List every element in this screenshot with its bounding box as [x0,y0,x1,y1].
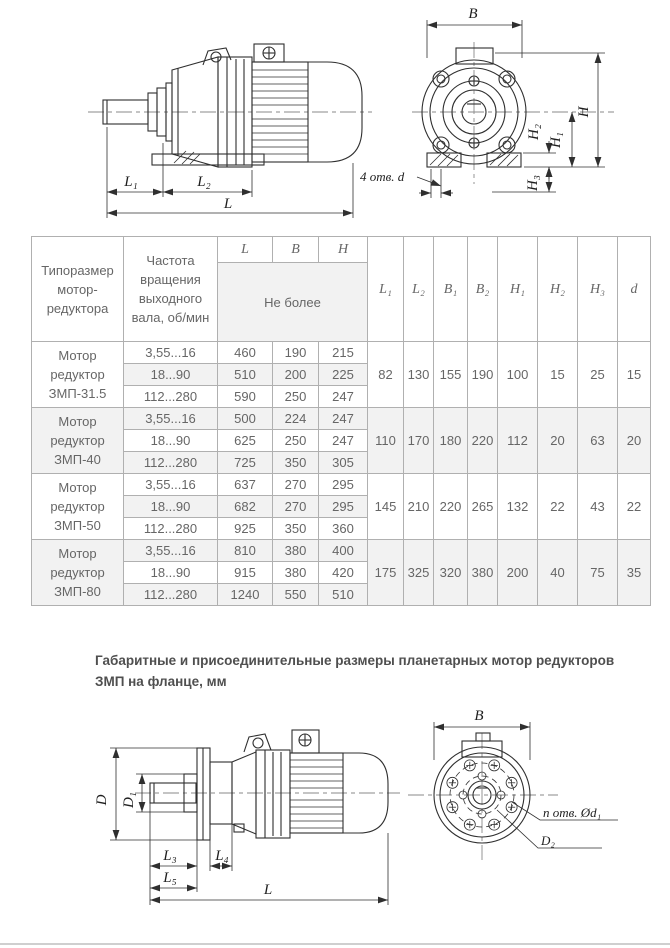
table-caption: Габаритные и присоединительные размеры планетарных мотор редукторов ЗМП на фланце, мм [95,653,615,689]
cell-B: 250 [273,430,319,452]
cell-B2: 265 [468,474,498,540]
cell-B: 190 [273,342,319,364]
cell-B: 270 [273,496,319,518]
dim-label-l3: L₃ [163,848,177,864]
group-name: Мотор редуктор ЗМП-31.5 [32,342,124,408]
group-name: Мотор редуктор ЗМП-80 [32,540,124,606]
cell-L2: 170 [404,408,434,474]
cell-L: 810 [218,540,273,562]
cell-H1: 132 [498,474,538,540]
cell-B1: 320 [434,540,468,606]
cell-H: 295 [319,496,368,518]
cell-L: 682 [218,496,273,518]
cell-B: 270 [273,474,319,496]
cell-freq: 3,55...16 [124,540,218,562]
top-technical-drawing [0,0,670,232]
cell-H3: 25 [578,342,618,408]
dim-label-d1: D₁ [121,791,137,809]
cell-d: 20 [618,408,651,474]
dim-label-l4: L₄ [215,848,229,864]
cell-L: 1240 [218,584,273,606]
cell-H2: 20 [538,408,578,474]
dim-label-l: L [223,196,233,212]
cell-B2: 190 [468,342,498,408]
cell-H: 400 [319,540,368,562]
cell-freq: 112...280 [124,518,218,540]
header-H: H [319,237,368,263]
motor-side-view [88,44,372,218]
cell-H2: 15 [538,342,578,408]
dim-label-d2: D₂ [541,833,555,848]
page-bottom-divider [0,943,670,945]
cell-B: 350 [273,518,319,540]
cell-L2: 325 [404,540,434,606]
header-d: d [618,237,651,342]
motor-front-view [360,6,614,198]
cell-H3: 75 [578,540,618,606]
dim-label-l5: L₅ [163,870,177,886]
cell-H: 420 [319,562,368,584]
cell-H2: 40 [538,540,578,606]
cell-L1: 110 [368,408,404,474]
flange-motor-side-view [94,730,400,905]
cell-H: 225 [319,364,368,386]
cell-freq: 112...280 [124,584,218,606]
cell-freq: 18...90 [124,430,218,452]
flange-front-view [408,708,618,860]
group-name: Мотор редуктор ЗМП-40 [32,408,124,474]
cell-B2: 380 [468,540,498,606]
table-row [32,474,651,496]
header-B1: B₁ [434,237,468,342]
cell-L2: 210 [404,474,434,540]
table-row [32,540,651,562]
header-not-more: Не более [218,263,368,342]
cell-H: 360 [319,518,368,540]
cell-L1: 82 [368,342,404,408]
cell-H1: 112 [498,408,538,474]
flange-holes-note: n отв. Ød₁ [543,805,602,820]
cell-H1: 200 [498,540,538,606]
dim-label-l: L [263,882,273,898]
cell-H: 215 [319,342,368,364]
cell-B: 350 [273,452,319,474]
cell-H2: 22 [538,474,578,540]
header-L2: L₂ [404,237,434,342]
cell-d: 22 [618,474,651,540]
dim-label-b2: B [474,708,484,724]
cell-L: 625 [218,430,273,452]
cell-L: 925 [218,518,273,540]
cell-freq: 18...90 [124,364,218,386]
cell-freq: 112...280 [124,452,218,474]
dim-label-h2: H₂ [526,123,542,141]
cell-H3: 63 [578,408,618,474]
header-frequency: Частота вращения выходного вала, об/мин [124,237,218,342]
cell-freq: 3,55...16 [124,342,218,364]
dim-label-l2: L₂ [197,174,211,190]
header-H1: H₁ [498,237,538,342]
cell-L: 915 [218,562,273,584]
cell-B: 380 [273,540,319,562]
cell-B2: 220 [468,408,498,474]
cell-L: 725 [218,452,273,474]
header-H3: H₃ [578,237,618,342]
cell-H: 247 [319,386,368,408]
cell-B: 200 [273,364,319,386]
cell-H: 295 [319,474,368,496]
cell-B: 224 [273,408,319,430]
cell-L: 500 [218,408,273,430]
cell-B1: 180 [434,408,468,474]
cell-B1: 220 [434,474,468,540]
cell-H: 510 [319,584,368,606]
dim-label-b: B [468,6,478,22]
cell-d: 35 [618,540,651,606]
dimensions-table [31,236,651,606]
cell-d: 15 [618,342,651,408]
dim-label-d: D [94,794,110,806]
header-H2: H₂ [538,237,578,342]
header-typesize: Типоразмер мотор-редуктора [32,237,124,342]
cell-L2: 130 [404,342,434,408]
cell-H1: 100 [498,342,538,408]
dim-label-l1: L₁ [124,174,138,190]
cell-L: 637 [218,474,273,496]
bottom-technical-drawing [0,700,670,948]
cell-L: 590 [218,386,273,408]
header-L1: L₁ [368,237,404,342]
cell-B: 250 [273,386,319,408]
cell-H: 305 [319,452,368,474]
dim-label-h: H [576,106,592,118]
cell-L1: 175 [368,540,404,606]
cell-L: 460 [218,342,273,364]
cell-H: 247 [319,408,368,430]
cell-freq: 3,55...16 [124,408,218,430]
header-L: L [218,237,273,263]
table-row [32,408,651,430]
header-B: B [273,237,319,263]
cell-L: 510 [218,364,273,386]
dim-label-h1: H₁ [548,131,564,149]
dim-label-h3: H₃ [525,174,541,192]
cell-freq: 18...90 [124,496,218,518]
cell-B1: 155 [434,342,468,408]
cell-freq: 112...280 [124,386,218,408]
table-row [32,342,651,364]
cell-H: 247 [319,430,368,452]
cell-B: 550 [273,584,319,606]
cell-H3: 43 [578,474,618,540]
cell-L1: 145 [368,474,404,540]
holes-note: 4 отв. d [360,169,405,184]
header-B2: B₂ [468,237,498,342]
cell-B: 380 [273,562,319,584]
cell-freq: 3,55...16 [124,474,218,496]
cell-freq: 18...90 [124,562,218,584]
group-name: Мотор редуктор ЗМП-50 [32,474,124,540]
